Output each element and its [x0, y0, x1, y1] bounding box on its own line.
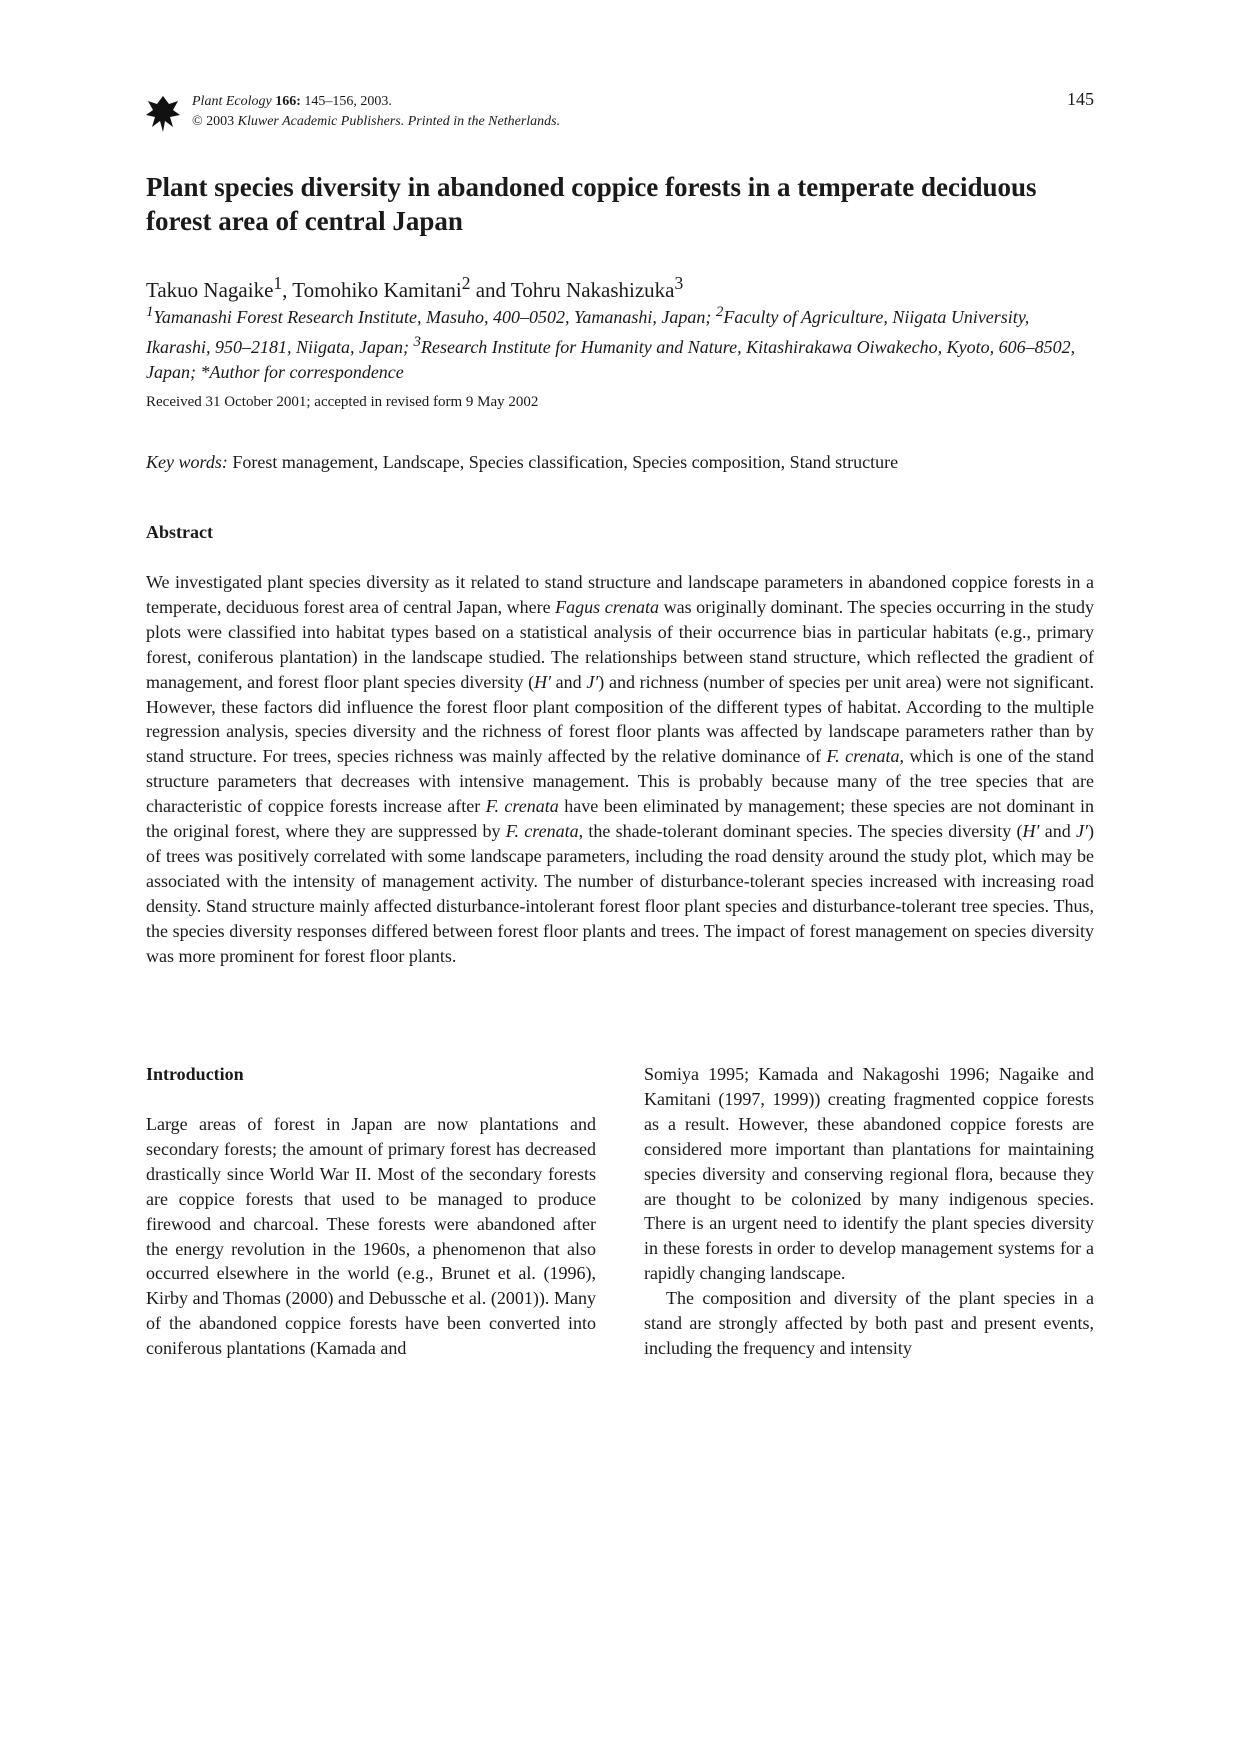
journal-citation [192, 92, 560, 132]
abstract-heading: Abstract [146, 522, 213, 542]
species-name: F. crenata [485, 796, 559, 817]
author-name: Tohru Nakashizuka [510, 278, 675, 302]
abstract-text: We investigated plant species diversity as it related to stand structure and landscape parameters in abandoned coppice forests in a temperate, deciduous forest area of central Japan, where [146, 572, 1094, 617]
copyright-publisher: Kluwer Academic Publishers. Printed in the Netherlands. [237, 114, 561, 129]
affiliation-text: Yamanashi Forest Research Institute, Masuho, 400–0502, Yamanashi, Japan; [153, 307, 716, 327]
abstract-text: ) of trees was positively correlated with some landscape parameters, including the road density around the study plot, which may be associated with the intensity of management activity. The number of disturbance-tolerant species increased with increasing road density. Stand structure mainly affected disturbance-intolerant forest floor plant species and disturbance-tolerant tree species. Thus, the species diversity responses differed between forest floor plants and trees. The impact of forest management on species diversity was more prominent for forest floor plants. [146, 821, 1094, 966]
keywords-label: Key words: [146, 452, 228, 472]
page-header [146, 89, 1094, 132]
species-name: Fagus crenata [555, 596, 660, 617]
abstract-text: have been eliminated by management; these species are not dominant in the original forest, where they are suppressed by [146, 796, 1094, 842]
publisher-logo-icon [146, 94, 180, 134]
body-paragraph: Somiya 1995; Kamada and Nakagoshi 1996; Nagaike and Kamitani (1997, 1999)) creating fragmented coppice forests as a result. However, these abandoned coppice forests are considered more important than plantations for maintaining species diversity and conserving regional flora, because they are thought to be colonized by many indigenous species. There is an urgent need to identify the plant species diversity in these forests in order to develop management systems for a rapidly changing landscape. [644, 1064, 1094, 1284]
keywords-text: Forest management, Landscape, Species classification, Species composition, Stand structure [227, 452, 899, 472]
math-symbol: J′ [586, 671, 599, 692]
page-number: 145 [1067, 89, 1094, 109]
author-name: Tomohiko Kamitani [292, 278, 462, 302]
abstract-text: ) and richness (number of species per unit area) were not significant. However, these factors did influence the forest floor plant composition of the different types of habitat. According to the multiple regression analysis, species diversity and the richness of forest floor plants was affected by landscape parameters rather than by stand structure. For trees, species richness was mainly affected by the relative dominance of [146, 671, 1094, 767]
species-name: F. crenata [505, 821, 579, 842]
column-left [146, 1062, 596, 1361]
journal-volume: 166: [275, 94, 301, 109]
math-symbol: H′ [1022, 821, 1040, 842]
author-affiliation-mark: 2 [461, 273, 471, 293]
author-affiliation-mark: 3 [674, 273, 684, 293]
affiliations [146, 300, 1094, 385]
math-symbol: H′ [534, 671, 552, 692]
affiliation-mark: 3 [413, 334, 421, 350]
abstract-text: , which is one of the stand structure parameters that decreases with intensive management. This is probably because many of the tree species that are characteristic of coppice forests increase after [146, 746, 1094, 817]
author-affiliation-mark: 1 [273, 273, 283, 293]
journal-name: Plant Ecology [192, 94, 272, 109]
body-paragraph: The composition and diversity of the plant species in a stand are strongly affected by both past and present events, including the frequency and intensity [644, 1288, 1094, 1358]
column-right [644, 1062, 1094, 1361]
introduction-heading: Introduction [146, 1064, 244, 1084]
paper-title: Plant species diversity in abandoned coppice forests in a temperate deciduous forest area of central Japan [146, 172, 1037, 236]
journal-pages: 145–156, 2003. [304, 94, 392, 109]
species-name: F. crenata [826, 746, 900, 767]
keywords [146, 452, 898, 473]
received-date: Received 31 October 2001; accepted in revised form 9 May 2002 [146, 394, 539, 410]
affiliation-text: Faculty of Agriculture, Niigata University, Ikarashi, 950–2181, Niigata, Japan; [146, 307, 1030, 357]
affiliation-mark: 1 [146, 304, 154, 320]
abstract-text: was originally dominant. The species occurring in the study plots were classified into habitat types based on a statistical analysis of their occurrence bias in particular habitats (e.g., primary forest, coniferous plantation) in the landscape studied. The relationships between stand structure, which reflected the gradient of management, and forest floor plant species diversity ( [146, 596, 1095, 692]
author-name: Takuo Nagaike [146, 278, 274, 302]
copyright-year: © 2003 [192, 114, 235, 129]
abstract-text: and [551, 671, 587, 692]
abstract-text: , the shade-tolerant dominant species. The species diversity ( [578, 821, 1023, 842]
abstract-text: and [1039, 821, 1077, 842]
body-paragraph: Large areas of forest in Japan are now plantations and secondary forests; the amount of primary forest has decreased drastically since World War II. Most of the secondary forests are coppice forests that used to be managed to produce firewood and charcoal. These forests were abandoned after the energy revolution in the 1960s, a phenomenon that also occurred elsewhere in the world (e.g., Brunet et al. (1996), Kirby and Thomas (2000) and Debussche et al. (2001)). Many of the abandoned coppice forests have been converted into coniferous plantations (Kamada and [146, 1114, 596, 1359]
math-symbol: J′ [1076, 821, 1088, 842]
affiliation-mark: 2 [715, 304, 724, 320]
author-list [146, 270, 683, 303]
affiliation-text: Research Institute for Humanity and Nature, Kitashirakawa Oiwakecho, Kyoto, 606–8502, Japan; *Author for correspondence [146, 337, 1076, 382]
author-separator: and [470, 278, 511, 302]
author-separator: , [282, 278, 293, 302]
abstract-body [146, 570, 1094, 969]
